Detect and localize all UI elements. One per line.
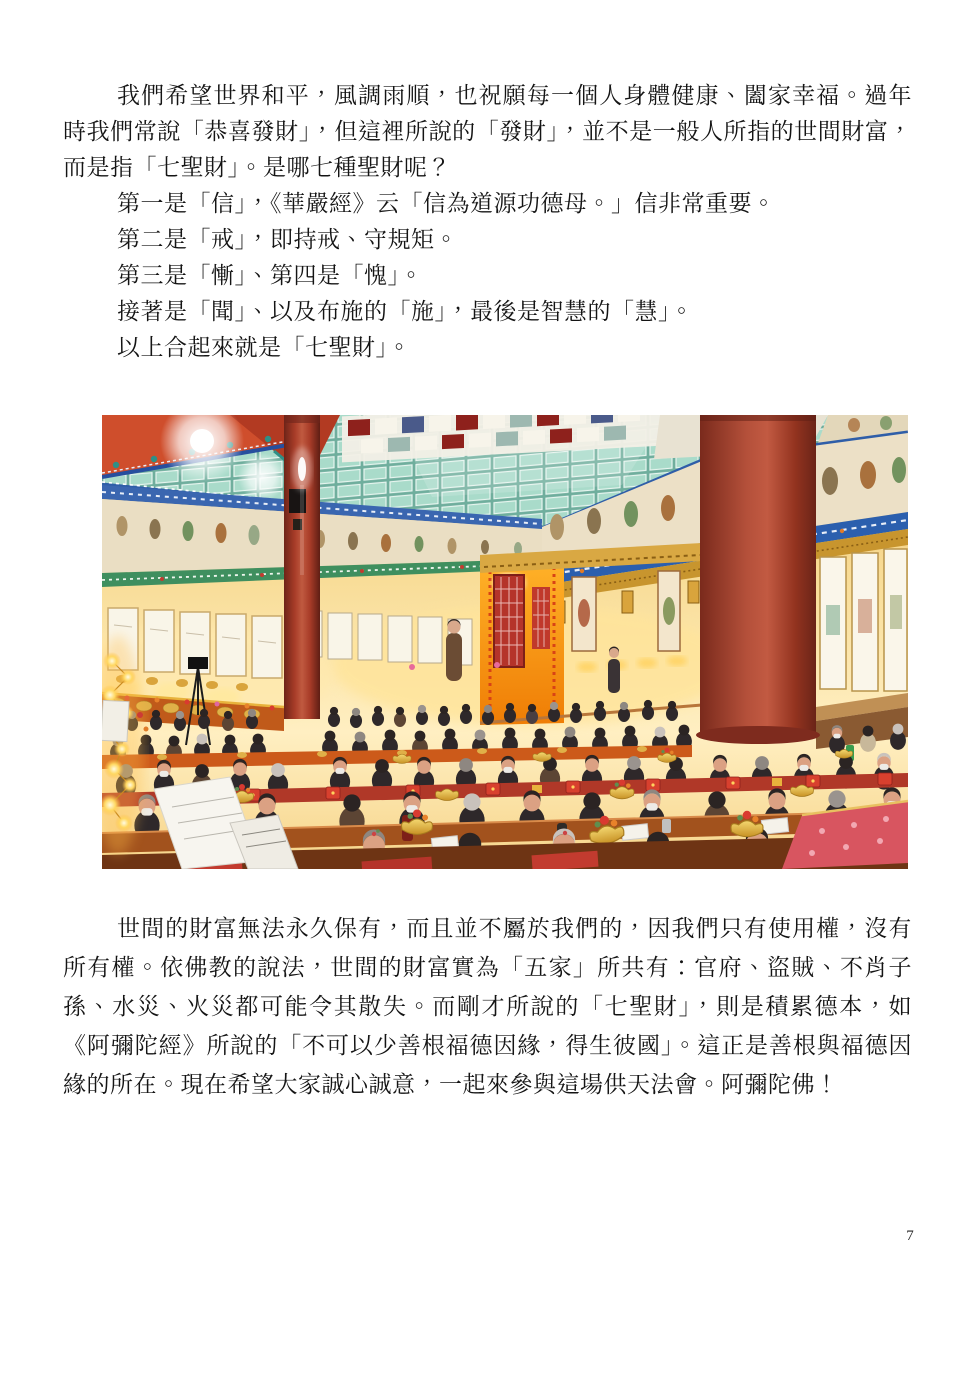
paragraph: 接著是「聞」、以及布施的「施」，最後是智慧的「慧」。: [117, 299, 694, 324]
paragraph: 我們希望世界和平，風調雨順，也祝願每一個人身體健康、闔家幸福。過年時我們常說「恭喜發財」，但這裡所說的「發財」，並不是一般人所指的世間財富，而是指「七聖財」。是哪七種聖財呢？: [63, 83, 912, 180]
standing-monk: [446, 619, 462, 681]
paragraph: 第二是「戒」，即持戒、守規矩。: [117, 227, 458, 252]
paragraph: 第一是「信」，《華嚴經》云「信為道源功德母。」信非常重要。: [117, 191, 776, 216]
page-number: 7: [906, 1228, 914, 1244]
right-pillar: [696, 415, 820, 744]
camera: [188, 657, 208, 669]
right-wall-frames: [816, 549, 908, 749]
temple-photo-graphic: [102, 415, 908, 869]
closing-text-block: [63, 909, 912, 1104]
standing-photographer: [608, 647, 620, 694]
paragraph: 世間的財富無法永久保有，而且並不屬於我們的，因我們只有使用權，沒有所有權。依佛教的說法，世間的財富實為「五家」所共有：官府、盜賊、不肖子孫、水災、火災都可能令其散失。而剛才所說的「七聖財」，則是積累德本，如《阿彌陀經》所說的「不可以少善根福德因緣，得生彼國」。這正是善根與福德因緣的所在。現在希望大家誠心誠意，一起來參與這場供天法會。阿彌陀佛！: [63, 916, 912, 1097]
paragraph: 第三是「慚」、第四是「愧」。: [117, 263, 423, 288]
left-pillar: [284, 415, 320, 719]
paragraph: 以上合起來就是「七聖財」。: [117, 335, 411, 360]
temple-photo: [102, 415, 908, 869]
intro-text-block: [63, 78, 912, 366]
